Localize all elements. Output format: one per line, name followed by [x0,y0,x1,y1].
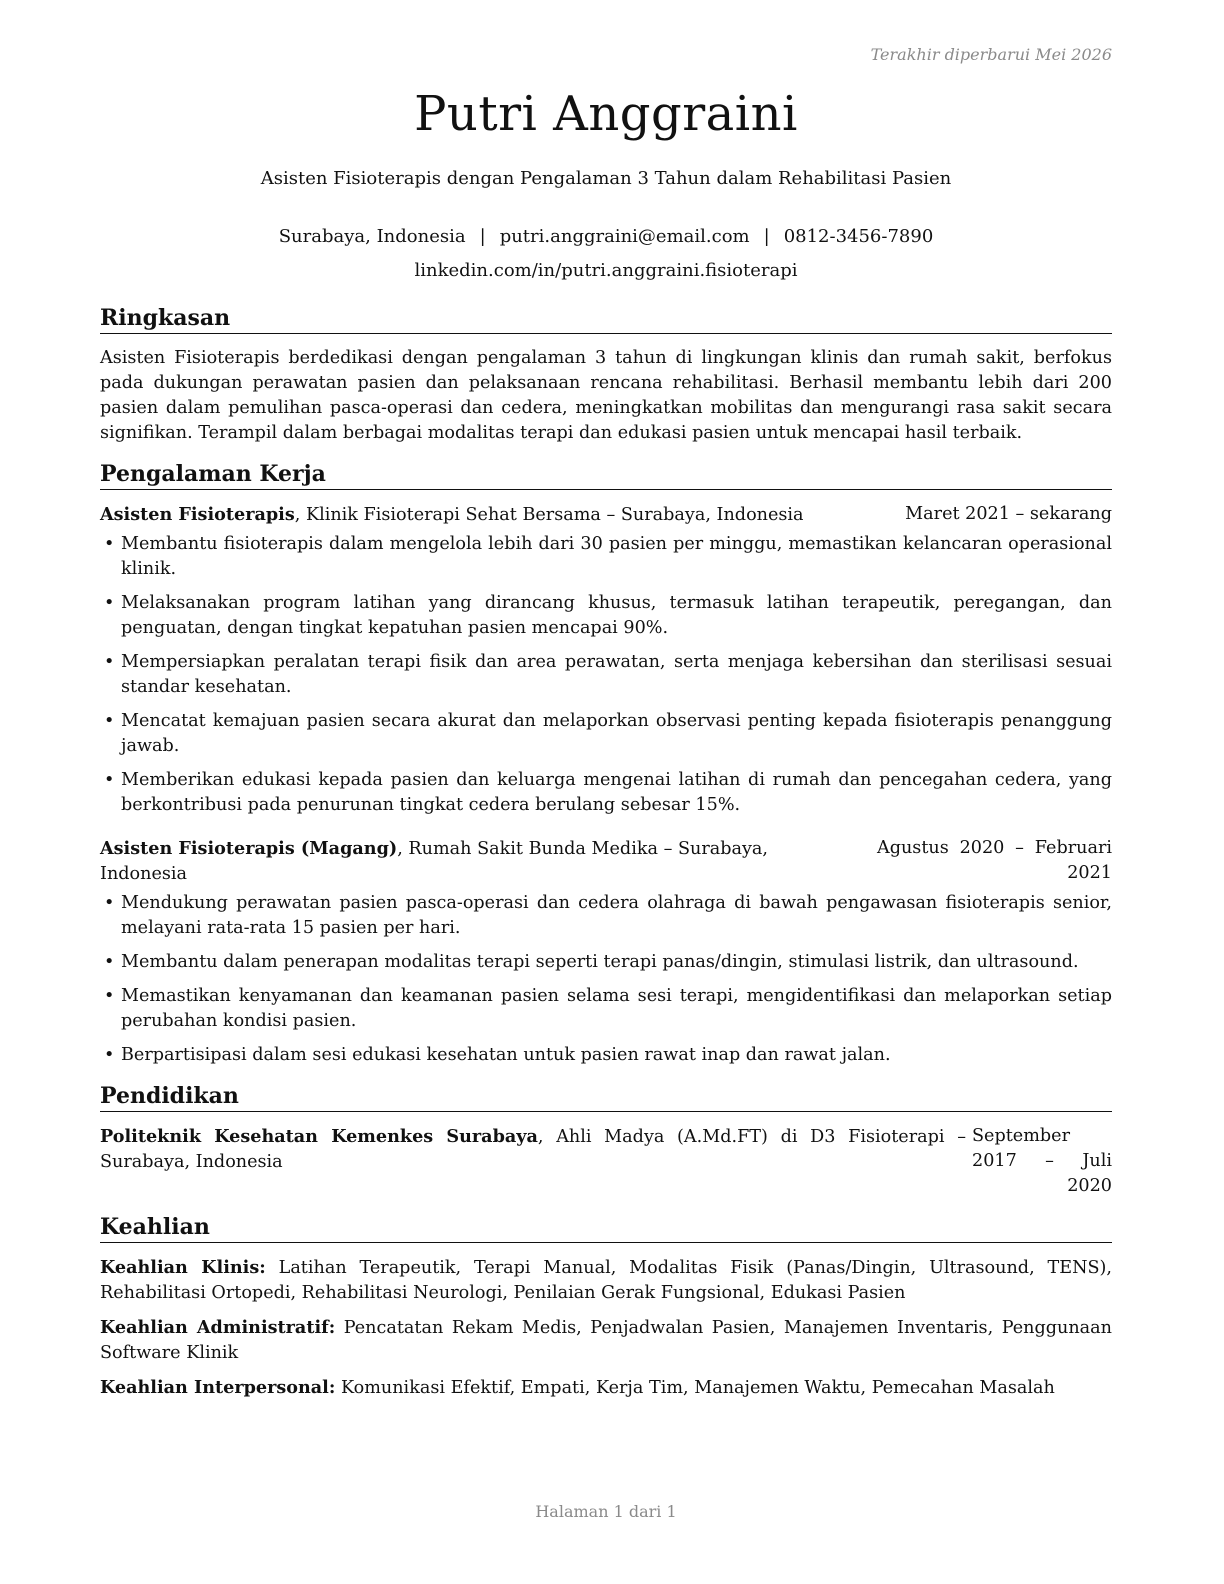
bullet-text: Memberikan edukasi kepada pasien dan keluarga mengenai latihan di rumah dan pencegahan cedera, yang berkontribusi pada penurunan tingkat cedera berulang sebesar 15%. [121,770,1112,815]
bullet-text: Mendukung perawatan pasien pasca-operasi dan cedera olahraga di bawah pengawasan fisioterapis senior, melayani rata-rata 15 pasien per hari. [121,893,1112,938]
list-item [100,950,1112,975]
job-header [100,836,1112,887]
candidate-tagline: Asisten Fisioterapis dengan Pengalaman 3 Tahun dalam Rehabilitasi Pasien [260,168,952,189]
list-item [100,984,1112,1034]
job-dates: Agustus 2020 – Februari 2021 [877,838,1112,883]
job-title-line [100,502,885,528]
bullet-icon: • [104,1045,115,1065]
bullet-icon: • [104,593,115,613]
bullet-icon: • [104,952,115,972]
list-item [100,768,1112,818]
summary-heading: Ringkasan [100,304,1112,334]
bullet-text: Berpartisipasi dalam sesi edukasi kesehatan untuk pasien rawat inap dan rawat jalan. [121,1045,891,1065]
list-item [100,709,1112,759]
job-dates: Maret 2021 – sekarang [905,504,1112,524]
summary-section [100,304,1112,446]
list-item [100,650,1112,700]
education-heading: Pendidikan [100,1082,1112,1112]
education-dates: September 2017 – Juli 2020 [972,1126,1112,1196]
education-school: Politeknik Kesehatan Kemenkes Surabaya [100,1126,538,1147]
bullet-text: Melaksanakan program latihan yang dirancang khusus, termasuk latihan terapeutik, peregangan, dan penguatan, dengan tingkat kepatuhan pasien mencapai 90%. [121,593,1112,638]
bullet-icon: • [104,893,115,913]
contact-line-1 [100,220,1112,254]
job-entry [100,836,1112,1068]
skills-section [100,1213,1112,1401]
job-title-line [100,836,857,887]
last-updated: Terakhir diperbarui Mei 2026 [870,45,1112,64]
bullet-text: Mempersiapkan peralatan terapi fisik dan area perawatan, serta menjaga kebersihan dan sterilisasi sesuai standar kesehatan. [121,652,1112,697]
job-header [100,502,1112,528]
bullet-text: Memastikan kenyamanan dan keamanan pasien selama sesi terapi, mengidentifikasi dan melaporkan setiap perubahan kondisi pasien. [121,986,1112,1031]
skills-heading: Keahlian [100,1213,1112,1243]
skill-group [100,1315,1112,1366]
bullet-icon: • [104,770,115,790]
job-bullets [100,532,1112,818]
job-organization: , Klinik Fisioterapi Sehat Bersama – Surabaya, Indonesia [294,505,804,525]
contact-separator: | [763,226,770,247]
skill-group [100,1255,1112,1306]
education-details [100,1124,966,1199]
bullet-icon: • [104,711,115,731]
page-number: Halaman 1 dari 1 [535,1502,677,1521]
bullet-icon: • [104,534,115,554]
bullet-icon: • [104,652,115,672]
list-item [100,591,1112,641]
skill-label: Keahlian Interpersonal: [100,1377,336,1398]
education-degree: , Ahli Madya (A.Md.FT) di D3 Fisioterapi – Surabaya, Indonesia [100,1127,966,1172]
bullet-icon: • [104,986,115,1006]
job-role: Asisten Fisioterapis [100,504,295,525]
experience-heading: Pengalaman Kerja [100,460,1112,490]
contact-email[interactable]: putri.anggraini@email.com [499,226,750,247]
contact-info [100,220,1112,288]
bullet-text: Membantu fisioterapis dalam mengelola lebih dari 30 pasien per minggu, memastikan kelancaran operasional klinik. [121,534,1112,579]
contact-phone: 0812-3456-7890 [783,226,934,247]
job-bullets [100,891,1112,1068]
skill-text: Pencatatan Rekam Medis, Penjadwalan Pasien, Manajemen Inventaris, Penggunaan Software Klinik [100,1318,1112,1363]
education-entry [100,1124,1112,1199]
list-item [100,1043,1112,1068]
job-entry [100,502,1112,818]
education-section [100,1082,1112,1199]
contact-location: Surabaya, Indonesia [278,226,466,247]
list-item [100,532,1112,582]
contact-linkedin[interactable]: linkedin.com/in/putri.anggraini.fisioterapi [414,260,798,281]
candidate-name: Putri Anggraini [414,86,798,142]
contact-separator: | [479,226,486,247]
skill-label: Keahlian Administratif: [100,1317,336,1338]
job-organization: , Rumah Sakit Bunda Medika – Surabaya, Indonesia [100,839,769,884]
skill-text: Komunikasi Efektif, Empati, Kerja Tim, Manajemen Waktu, Pemecahan Masalah [335,1378,1055,1398]
skill-label: Keahlian Klinis: [100,1257,266,1278]
list-item [100,891,1112,941]
experience-section [100,460,1112,1068]
job-role: Asisten Fisioterapis (Magang) [100,838,398,859]
skill-group [100,1375,1112,1401]
resume-page [100,0,1112,1584]
bullet-text: Mencatat kemajuan pasien secara akurat dan melaporkan observasi penting kepada fisioterapis penanggung jawab. [121,711,1112,756]
resume-content [100,304,1112,1415]
bullet-text: Membantu dalam penerapan modalitas terapi seperti terapi panas/dingin, stimulasi listrik, dan ultrasound. [121,952,1079,972]
skill-text: Latihan Terapeutik, Terapi Manual, Modalitas Fisik (Panas/Dingin, Ultrasound, TENS), Rehabilitasi Ortopedi, Rehabilitasi Neurologi, Penilaian Gerak Fungsional, Edukasi Pasien [100,1258,1113,1303]
summary-text: Asisten Fisioterapis berdedikasi dengan pengalaman 3 tahun di lingkungan klinis dan rumah sakit, berfokus pada dukungan perawatan pasien dan pelaksanaan rencana rehabilitasi. Berhasil membantu lebih dari 200 pasien dalam pemulihan pasca-operasi dan cedera, meningkatkan mobilitas dan mengurangi rasa sakit secara signifikan. Terampil dalam berbagai modalitas terapi dan edukasi pasien untuk mencapai hasil terbaik. [100,348,1112,443]
